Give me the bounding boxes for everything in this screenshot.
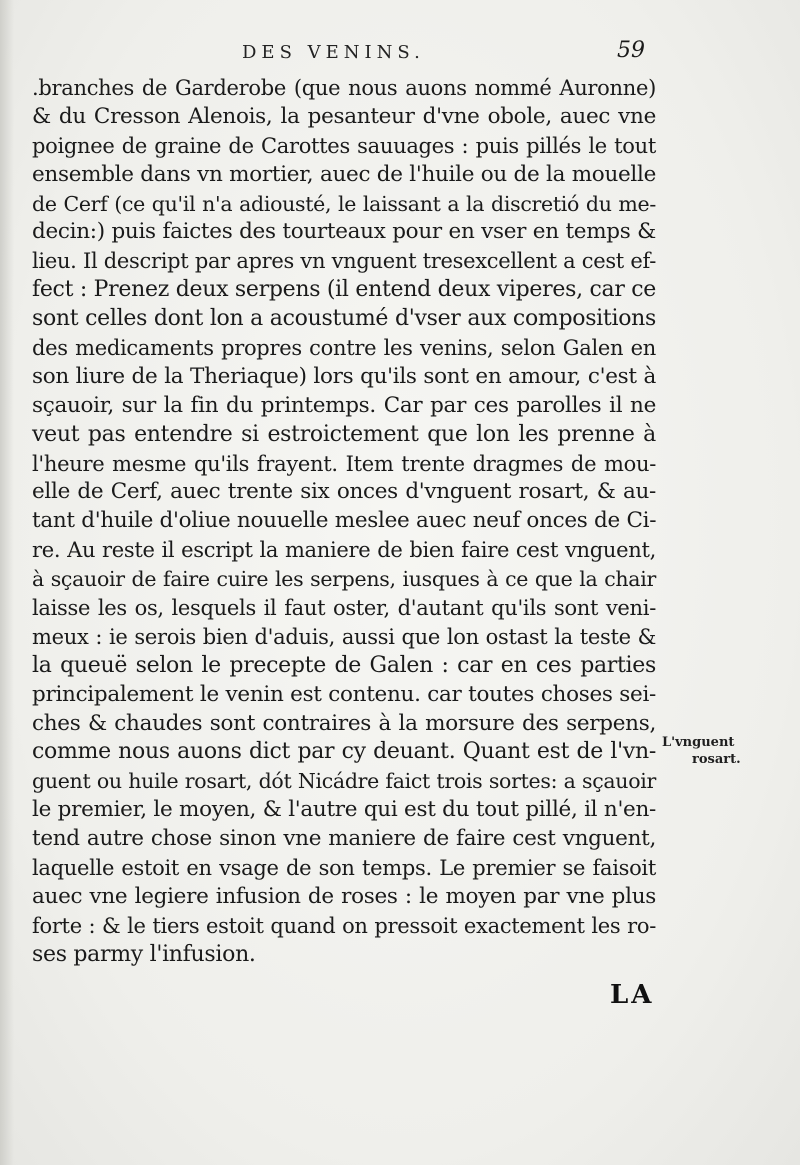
- text-line: sont celles dont lon a acoustumé d'vser aux compositions: [32, 306, 656, 332]
- text-line: guent ou huile rosart, dót Nicádre faict trois sortes: a sçauoir: [32, 769, 656, 794]
- text-line: & du Cresson Alenois, la pesanteur d'vne obole, auec vne: [32, 103, 656, 129]
- text-line: .branches de Garderobe (que nous auons nommé Auronne): [32, 76, 656, 100]
- text-line: forte : & le tiers estoit quand on pressoit exactement les ro-: [32, 913, 656, 938]
- text-line: meux : ie serois bien d'aduis, aussi que lon ostast la teste &: [32, 624, 656, 649]
- page-number: 59: [617, 38, 645, 63]
- text-line: tant d'huile d'oliue nouuelle meslee auec neuf onces de Ci-: [32, 508, 657, 534]
- text-line: auec vne legiere infusion de roses : le moyen par vne plus: [32, 883, 656, 909]
- catchword: LA: [610, 980, 655, 1010]
- text-line: principalement le venin est contenu. car toutes choses sei-: [32, 681, 656, 707]
- text-line: à sçauoir de faire cuire les serpens, iusques à ce que la chair: [32, 567, 656, 592]
- text-line: de Cerf (ce qu'il n'a adiousté, le laissant a la discretió du me-: [32, 191, 656, 216]
- text-line: laquelle estoit en vsage de son temps. Le premier se faisoit: [32, 856, 656, 881]
- text-line: le premier, le moyen, & l'autre qui est du tout pillé, il n'en-: [32, 797, 656, 823]
- text-line: son liure de la Theriaque) lors qu'ils sont en amour, c'est à: [32, 363, 656, 389]
- text-line: la queuë selon le precepte de Galen : car en ces parties: [32, 652, 656, 678]
- text-line: lieu. Il descript par apres vn vnguent tresexcellent a cest ef-: [32, 249, 656, 274]
- running-head: DES VENINS.: [242, 42, 425, 63]
- text-line: sçauoir, sur la fin du printemps. Car par ces parolles il ne: [32, 392, 656, 418]
- text-line: decin:) puis faictes des tourteaux pour en vser en temps &: [32, 219, 656, 245]
- text-line: des medicaments propres contre les venins, selon Galen en: [32, 336, 656, 361]
- text-line: poignee de graine de Carottes sauuages : puis pillés le tout: [32, 133, 656, 158]
- text-line: ches & chaudes sont contraires à la morsure des serpens,: [32, 710, 656, 736]
- text-line: veut pas entendre si estroictement que lon les prenne à: [32, 421, 656, 447]
- body-text: [32, 74, 656, 970]
- margin-note: [662, 734, 741, 768]
- margin-note-line-1: L'vnguent: [662, 735, 735, 750]
- text-line: elle de Cerf, auec trente six onces d'vnguent rosart, & au-: [32, 479, 656, 505]
- text-line: laisse les os, lesquels il faut oster, d'autant qu'ils sont veni-: [32, 596, 656, 621]
- margin-note-line-2: rosart.: [692, 752, 741, 767]
- text-line: l'heure mesme qu'ils frayent. Item trente dragmes de mou-: [32, 451, 656, 476]
- text-line: ses parmy l'infusion.: [32, 941, 256, 967]
- gutter-shadow: [0, 0, 14, 1165]
- text-line: re. Au reste il escript la maniere de bien faire cest vnguent,: [32, 538, 656, 563]
- text-line: fect : Prenez deux serpens (il entend deux viperes, car ce: [32, 277, 656, 303]
- text-line: ensemble dans vn mortier, auec de l'huile ou de la mouelle: [32, 161, 656, 187]
- text-line: comme nous auons dict par cy deuant. Quant est de l'vn-: [32, 739, 656, 765]
- text-line: tend autre chose sinon vne maniere de faire cest vnguent,: [32, 826, 656, 852]
